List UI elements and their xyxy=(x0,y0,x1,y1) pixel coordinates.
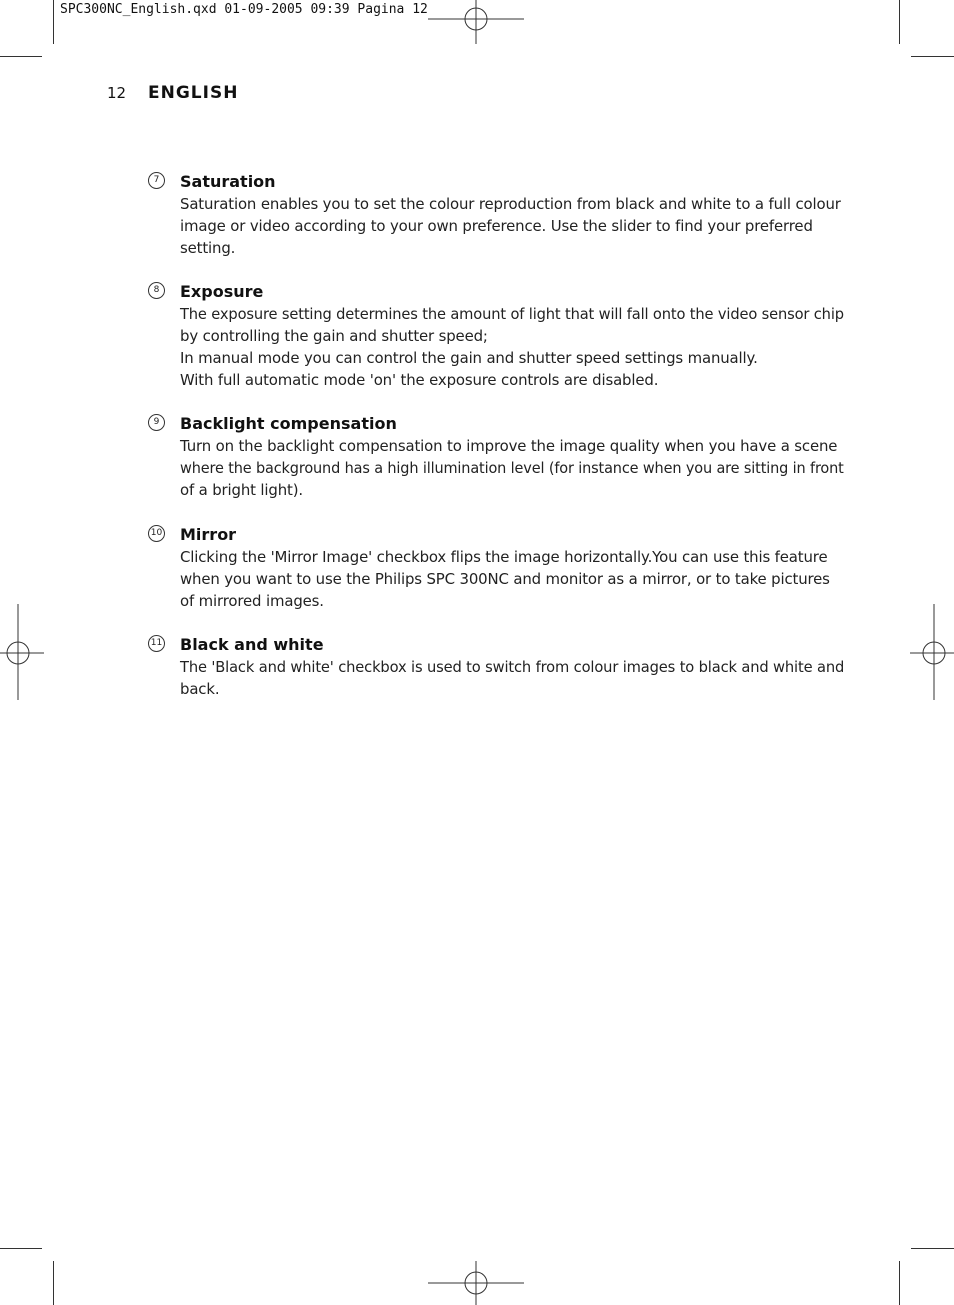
setting-backlight-compensation xyxy=(148,413,848,501)
item-text-line: The exposure setting determines the amount of light that will fall onto the video sensor chip xyxy=(180,305,844,323)
crop-mark xyxy=(53,0,54,44)
crop-mark xyxy=(911,56,954,57)
item-text-line: image or video according to your own preference. Use the slider to find your preferred xyxy=(180,217,813,235)
item-number-badge: 7 xyxy=(148,172,165,189)
setting-saturation xyxy=(148,171,848,259)
item-number-badge: 8 xyxy=(148,282,165,299)
item-text-line: setting. xyxy=(180,239,236,257)
registration-mark-bottom xyxy=(428,1261,524,1305)
setting-black-and-white xyxy=(148,634,848,700)
item-title: Backlight compensation xyxy=(180,414,397,433)
setting-exposure xyxy=(148,281,848,391)
crop-mark xyxy=(0,56,42,57)
registration-mark-left xyxy=(0,604,44,700)
print-slug: SPC300NC_English.qxd 01-09-2005 09:39 Pagina 12 xyxy=(60,2,428,17)
item-text-line: when you want to use the Philips SPC 300NC and monitor as a mirror, or to take pictures xyxy=(180,570,830,588)
item-title: Mirror xyxy=(180,525,237,544)
item-number-badge: 9 xyxy=(148,414,165,431)
item-text-line: The 'Black and white' checkbox is used to switch from colour images to black and white and xyxy=(180,658,845,676)
crop-mark xyxy=(899,0,900,44)
crop-mark xyxy=(0,1248,42,1249)
item-text-line: In manual mode you can control the gain and shutter speed settings manually. xyxy=(180,349,758,367)
item-text-line: Clicking the 'Mirror Image' checkbox flips the image horizontally.You can use this feature xyxy=(180,548,828,566)
registration-mark-top xyxy=(428,0,524,44)
crop-mark xyxy=(911,1248,954,1249)
crop-mark xyxy=(899,1261,900,1305)
setting-mirror xyxy=(148,524,848,612)
registration-mark-right xyxy=(910,604,954,700)
item-text-line: of mirrored images. xyxy=(180,592,324,610)
item-text-line: back. xyxy=(180,680,220,698)
item-number-badge: 10 xyxy=(148,525,165,542)
item-title: Exposure xyxy=(180,282,264,301)
item-text-line: by controlling the gain and shutter speed; xyxy=(180,327,488,345)
section-label: ENGLISH xyxy=(148,83,239,103)
item-number-badge: 11 xyxy=(148,635,165,652)
item-text-line: Turn on the backlight compensation to improve the image quality when you have a scene xyxy=(180,437,838,455)
page-header xyxy=(107,83,238,103)
item-text-line: of a bright light). xyxy=(180,481,304,499)
item-title: Black and white xyxy=(180,635,324,654)
item-text-line: With full automatic mode 'on' the exposure controls are disabled. xyxy=(180,371,659,389)
item-text-line: Saturation enables you to set the colour reproduction from black and white to a full colour xyxy=(180,195,841,213)
crop-mark xyxy=(53,1261,54,1305)
item-title: Saturation xyxy=(180,172,276,191)
page-number: 12 xyxy=(107,84,127,102)
item-text-line: where the background has a high illumination level (for instance when you are sitting in front xyxy=(180,459,844,477)
